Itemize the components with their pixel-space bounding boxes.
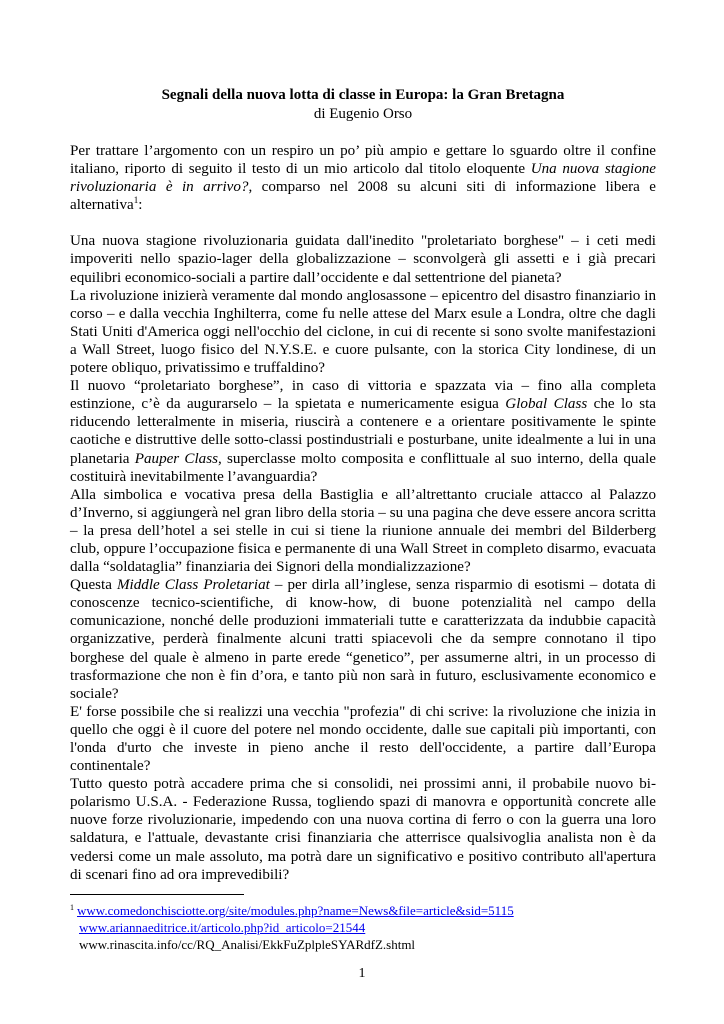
intro-paragraph <box>70 142 656 214</box>
intro-text-continued: , comparso nel 2008 su alcuni siti di informazione libera e alternativa <box>70 179 656 214</box>
footnote-plain-url: www.rinascita.info/cc/RQ_Analisi/EkkFuZplpleSYARdfZ.shtml <box>79 937 416 952</box>
page-number: 1 <box>358 966 366 981</box>
footnote-line <box>70 919 656 936</box>
footnote-separator <box>70 894 244 895</box>
footnote-link[interactable]: www.ariannaeditrice.it/articolo.php?id_articolo=21544 <box>79 920 366 935</box>
pauper-class-term: Pauper Class <box>134 450 218 467</box>
paragraph-5 <box>70 576 656 703</box>
paragraph-3-text: Il nuovo “proletariato borghese”, in caso di vittoria e spazzata via – fino alla completa estinzione, c’è da augurarselo – la spietata e numericamente esigua <box>70 378 656 413</box>
paragraph-3-text-continued: che lo sta riducendo letteralmente in miseria, riuscirà a contenere e a orientare positivamente le spinte caotiche e distruttive delle sotto-classi postindustriali e posturbane, unite idealmente a lui in una planetaria <box>70 396 657 467</box>
paragraph-6: E' forse possibile che si realizzi una vecchia "profezia" di chi scrive: la rivoluzione che inizia in quello che oggi è il cuore del potere nel mondo occidente, dalle sue capitali più importanti, con l'onda d'urto che investe in pieno anche il resto dell'occidente, a partire dall’Europa continentale? <box>70 703 656 775</box>
footnotes <box>70 902 656 953</box>
paragraph-7: Tutto questo potrà accadere prima che si consolidi, nei prossimi anni, il probabile nuovo bi-polarismo U.S.A. - Federazione Russa, togliendo spazi di manovra e opportunità concrete alle nuove forze rivoluzionarie, impedendo con una nuova cortina di ferro o con la guerra una loro saldatura, e l'attuale, devastante crisi finanziaria che atterrisce qualsivoglia analista non è da vedersi come un male assoluto, ma potrà dare un significativo e positivo contributo all'apertura di scenari fino ad ora imprevedibili? <box>70 776 656 883</box>
middle-class-proletariat-term: Middle Class Proletariat <box>116 577 270 594</box>
footnote-reference[interactable]: 1 <box>133 195 139 206</box>
paragraph-2: La rivoluzione inizierà veramente dal mondo anglosassone – epicentro del disastro finanziario in corso – e dalla vecchia Inghilterra, come fu nelle attese del Marx esule a Londra, oltre che dagli Stati Uniti d'America oggi nell'occhio del ciclone, in cui di recente si sono svolte manifestazioni a Wall Street, luogo fisico del N.Y.S.E. e cuore pulsante, con la storica City londinese, di un potere obliquo, privatissimo e truffaldino? <box>70 287 656 377</box>
paragraph-3-text-end: , superclasse molto composita e conflittuale al suo interno, della quale costituirà inevitabilmente l’avanguardia? <box>70 450 656 485</box>
paragraph-5-text-continued: – per dirla all’inglese, senza risparmio di esotismi – dotata di conoscenze tecnico-scientifiche, di know-how, di buone potenzialità nel campo della comunicazione, nonché delle produzioni immateriali tutte e caratterizzata da indubbie capacità organizzative, perderà finalmente alcuni tratti spiacevoli che da sempre connotano il tipo borghese del quale è almeno in parte erede “genetico”, per assumerne altri, in un processo di trasformazione che non è fin d’ora, e tanto più non sarà in futuro, esclusivamente economico e sociale? <box>70 577 656 702</box>
intro-text-end: : <box>138 197 143 214</box>
document-body <box>70 86 656 884</box>
footnote-link[interactable]: www.comedonchisciotte.org/site/modules.php?name=News&file=article&sid=5115 <box>77 903 514 918</box>
paragraph-1: Una nuova stagione rivoluzionaria guidata dall'inedito "proletariato borghese" – i ceti medi impoveriti nello spazio-lager della globalizzazione – sconvolgerà gli assetti e i già precari equilibri economico-sociali a partire dall’occidente e dal settentrione del pianeta? <box>70 233 656 286</box>
paragraph-3 <box>70 377 656 486</box>
paragraph-5-text: Questa <box>70 577 117 594</box>
cited-article-title: Una nuova stagione rivoluzionaria è in arrivo? <box>70 161 656 196</box>
document-title: Segnali della nuova lotta di classe in Europa: la Gran Bretagna <box>161 87 565 103</box>
document-author: di Eugenio Orso <box>313 106 413 122</box>
paragraph-4: Alla simbolica e vocativa presa della Bastiglia e all’altrettanto cruciale attacco al Palazzo d’Inverno, si aggiungerà nel gran libro della storia – su una pagina che deve essere ancora scritta – la presa dell’hotel a sei stelle in cui si tiene la riunione annuale dei membri del Bilderberg club, oppure l’occupazione fisica e permanente di una Wall Street in completo disarmo, evacuata dalla “soldataglia” finanziaria dei Signori della mondializzazione? <box>70 486 656 576</box>
footnote-line <box>70 902 656 919</box>
global-class-term: Global Class <box>505 396 588 413</box>
footnote-number: 1 <box>70 902 74 912</box>
intro-text: Per trattare l’argomento con un respiro un po’ più ampio e gettare lo sguardo oltre il confine italiano, riporto di seguito il testo di un mio articolo dal titolo eloquente <box>70 143 656 178</box>
